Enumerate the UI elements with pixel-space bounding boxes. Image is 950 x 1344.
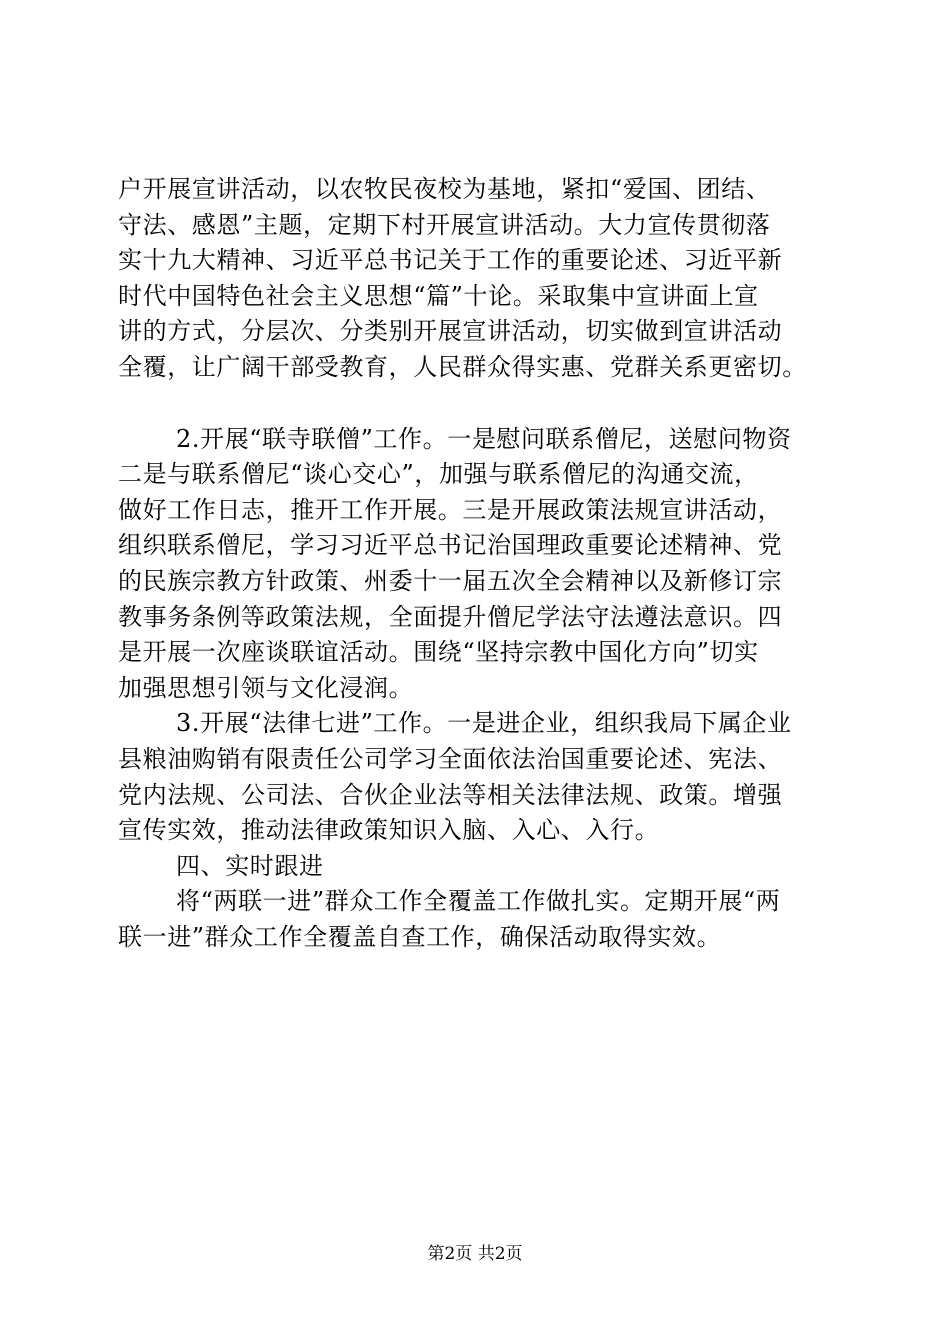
document-body [118, 172, 838, 955]
paragraph-line: 是开展一次座谈联谊活动。围绕“坚持宗教中国化方向”切实 [118, 638, 759, 667]
paragraph-line: 的民族宗教方针政策、州委十一届五次全会精神以及新修订宗 [118, 566, 783, 595]
section-heading: 四、实时跟进 [176, 851, 324, 880]
paragraph-follow-up [118, 884, 838, 955]
paragraph-line: 3.开展“法律七进”工作。一是进企业，组织我局下属企业 [176, 709, 792, 738]
paragraph-spacer [118, 386, 838, 422]
paragraph-line: 全覆，让广阔干部受教育，人民群众得实惠、党群关系更密切。 [118, 352, 807, 381]
paragraph-line: 时代中国特色社会主义思想“篇”十论。采取集中宣讲面上宣 [118, 281, 759, 310]
paragraph-temples-monks [118, 422, 838, 707]
paragraph-line: 组织联系僧尼，学习习近平总书记治国理政重要论述精神、党 [118, 531, 783, 560]
paragraph-line: 宣传实效，推动法律政策知识入脑、入心、入行。 [118, 816, 660, 845]
paragraph-line: 将“两联一进”群众工作全覆盖工作做扎实。定期开展“两 [176, 887, 781, 916]
paragraph-line: 做好工作日志，推开工作开展。三是开展政策法规宣讲活动， [118, 495, 783, 524]
paragraph-law-outreach [118, 706, 838, 848]
paragraph-line: 加强思想引领与文化浸润。 [118, 673, 414, 702]
paragraph-line: 党内法规、公司法、合伙企业法等相关法律法规、政策。增强 [118, 780, 783, 809]
paragraph-line: 教事务条例等政策法规，全面提升僧尼学法守法遵法意识。四 [118, 602, 783, 631]
paragraph-line: 2.开展“联寺联僧”工作。一是慰问联系僧尼，送慰问物资 [176, 424, 792, 453]
paragraph-line: 联一进”群众工作全覆盖自查工作，确保活动取得实效。 [118, 922, 722, 951]
paragraph-outreach [118, 172, 838, 386]
paragraph-line: 守法、感恩”主题，定期下村开展宣讲活动。大力宣传贯彻落 [118, 210, 771, 239]
page-number-footer: 第2页 共2页 [427, 1244, 523, 1264]
paragraph-line: 讲的方式，分层次、分类别开展宣讲活动，切实做到宣讲活动 [118, 317, 783, 346]
paragraph-line: 二是与联系僧尼“谈心交心”，加强与联系僧尼的沟通交流， [118, 460, 759, 489]
paragraph-line: 县粮油购销有限责任公司学习全面依法治国重要论述、宪法、 [118, 744, 783, 773]
paragraph-line: 实十九大精神、习近平总书记关于工作的重要论述、习近平新 [118, 246, 783, 275]
paragraph-line: 户开展宣讲活动，以农牧民夜校为基地，紧扣“爱国、团结、 [118, 175, 771, 203]
